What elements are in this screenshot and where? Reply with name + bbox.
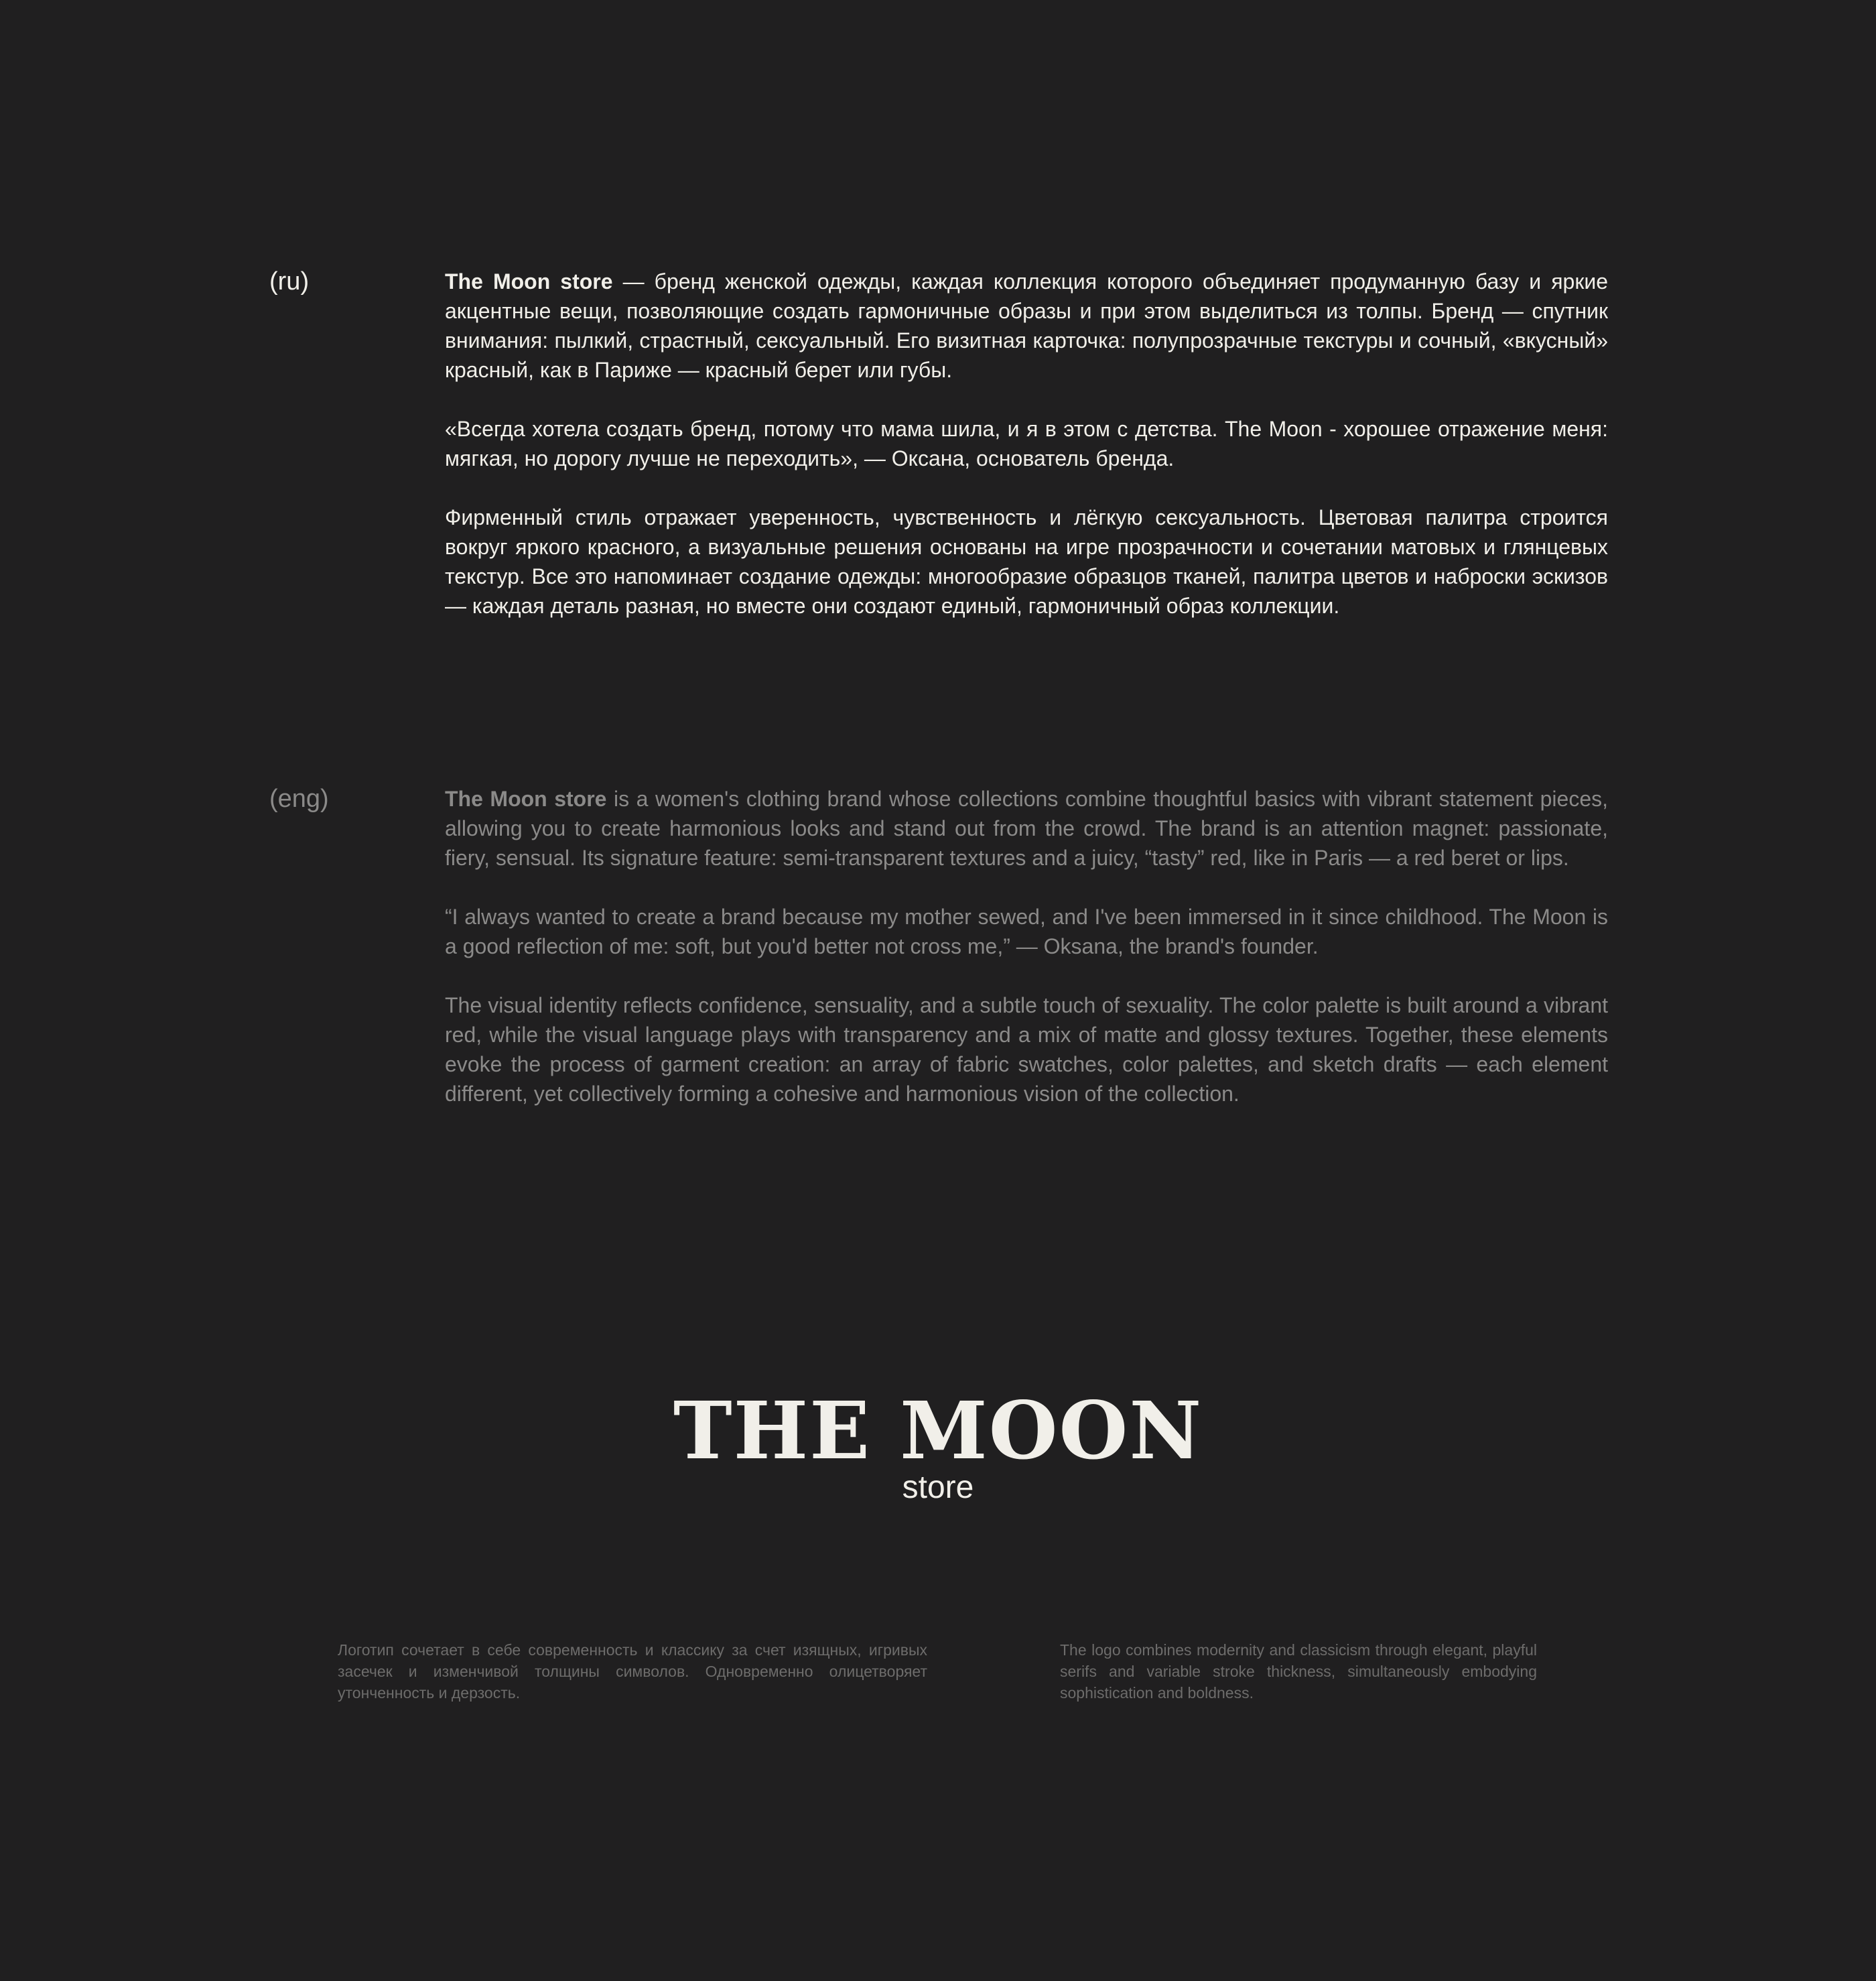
ru-paragraph-3: Фирменный стиль отражает уверенность, чувственность и лёгкую сексуальность. Цветовая палитра строится вокруг яркого красного, а визуальные решения основаны на игре прозрачности и сочетании матовых и глянцевых текстур. Все это напоминает создание одежды: многообразие образцов тканей, палитра цветов и наброски эскизов — каждая деталь разная, но вместе они создают единый, гармоничный образ коллекции. xyxy=(445,505,1608,618)
ru-description xyxy=(445,267,1608,621)
logo-wordmark: THE MOON xyxy=(673,1384,1203,1477)
ru-language-label: (ru) xyxy=(269,267,310,296)
eng-paragraph-1 xyxy=(445,784,1608,873)
ru-paragraph-2: «Всегда хотела создать бренд, потому что мама шила, и я в этом с детства. The Moon - хорошее отражение меня: мягкая, но дорогу лучше не переходить», — Оксана, основатель бренда. xyxy=(445,417,1608,470)
eng-paragraph-2: “I always wanted to create a brand because my mother sewed, and I've been immersed in it since childhood. The Moon is a good reflection of me: soft, but you'd better not cross me,” — Oksana, the brand's founder. xyxy=(445,905,1608,958)
eng-language-label: (eng) xyxy=(269,785,329,813)
logo-description-ru: Логотип сочетает в себе современность и классику за счет изящных, игривых засечек и изменчивой толщины символов. Одновременно олицетворяет утонченность и дерзость. xyxy=(338,1641,927,1702)
ru-paragraph-1 xyxy=(445,267,1608,385)
ru-brand-name: The Moon store xyxy=(445,269,613,294)
logo-description-eng: The logo combines modernity and classicism through elegant, playful serifs and variable stroke thickness, simultaneously embodying sophistication and boldness. xyxy=(1060,1641,1537,1702)
eng-paragraph-1-text: is a women's clothing brand whose collections combine thoughtful basics with vibrant statement pieces, allowing you to create harmonious looks and stand out from the crowd. The brand is an attention magnet: passionate, fiery, sensual. Its signature feature: semi-transparent textures and a juicy, “tasty” red, like in Paris — a red beret or lips. xyxy=(445,787,1609,870)
eng-description xyxy=(445,784,1608,1108)
eng-brand-name: The Moon store xyxy=(445,787,607,811)
ru-paragraph-1-text: — бренд женской одежды, каждая коллекция которого объединяет продуманную базу и яркие акцентные вещи, позволяющие создать гармоничные образы и при этом выделиться из толпы. Бренд — спутник внимания: пылкий, страстный, сексуальный. Его визитная карточка: полупрозрачные текстуры и сочный, «вкусный» красный, как в Париже — красный берет или губы. xyxy=(445,269,1609,382)
eng-paragraph-3: The visual identity reflects confidence, sensuality, and a subtle touch of sexuality. The color palette is built around a vibrant red, while the visual language plays with transparency and a mix of matte and glossy textures. Together, these elements evoke the process of garment creation: an array of fabric swatches, color palettes, and sketch drafts — each element different, yet collectively forming a cohesive and harmonious vision of the collection. xyxy=(445,993,1608,1106)
brand-logo xyxy=(0,1384,1876,1507)
logo-subtitle: store xyxy=(902,1470,974,1505)
